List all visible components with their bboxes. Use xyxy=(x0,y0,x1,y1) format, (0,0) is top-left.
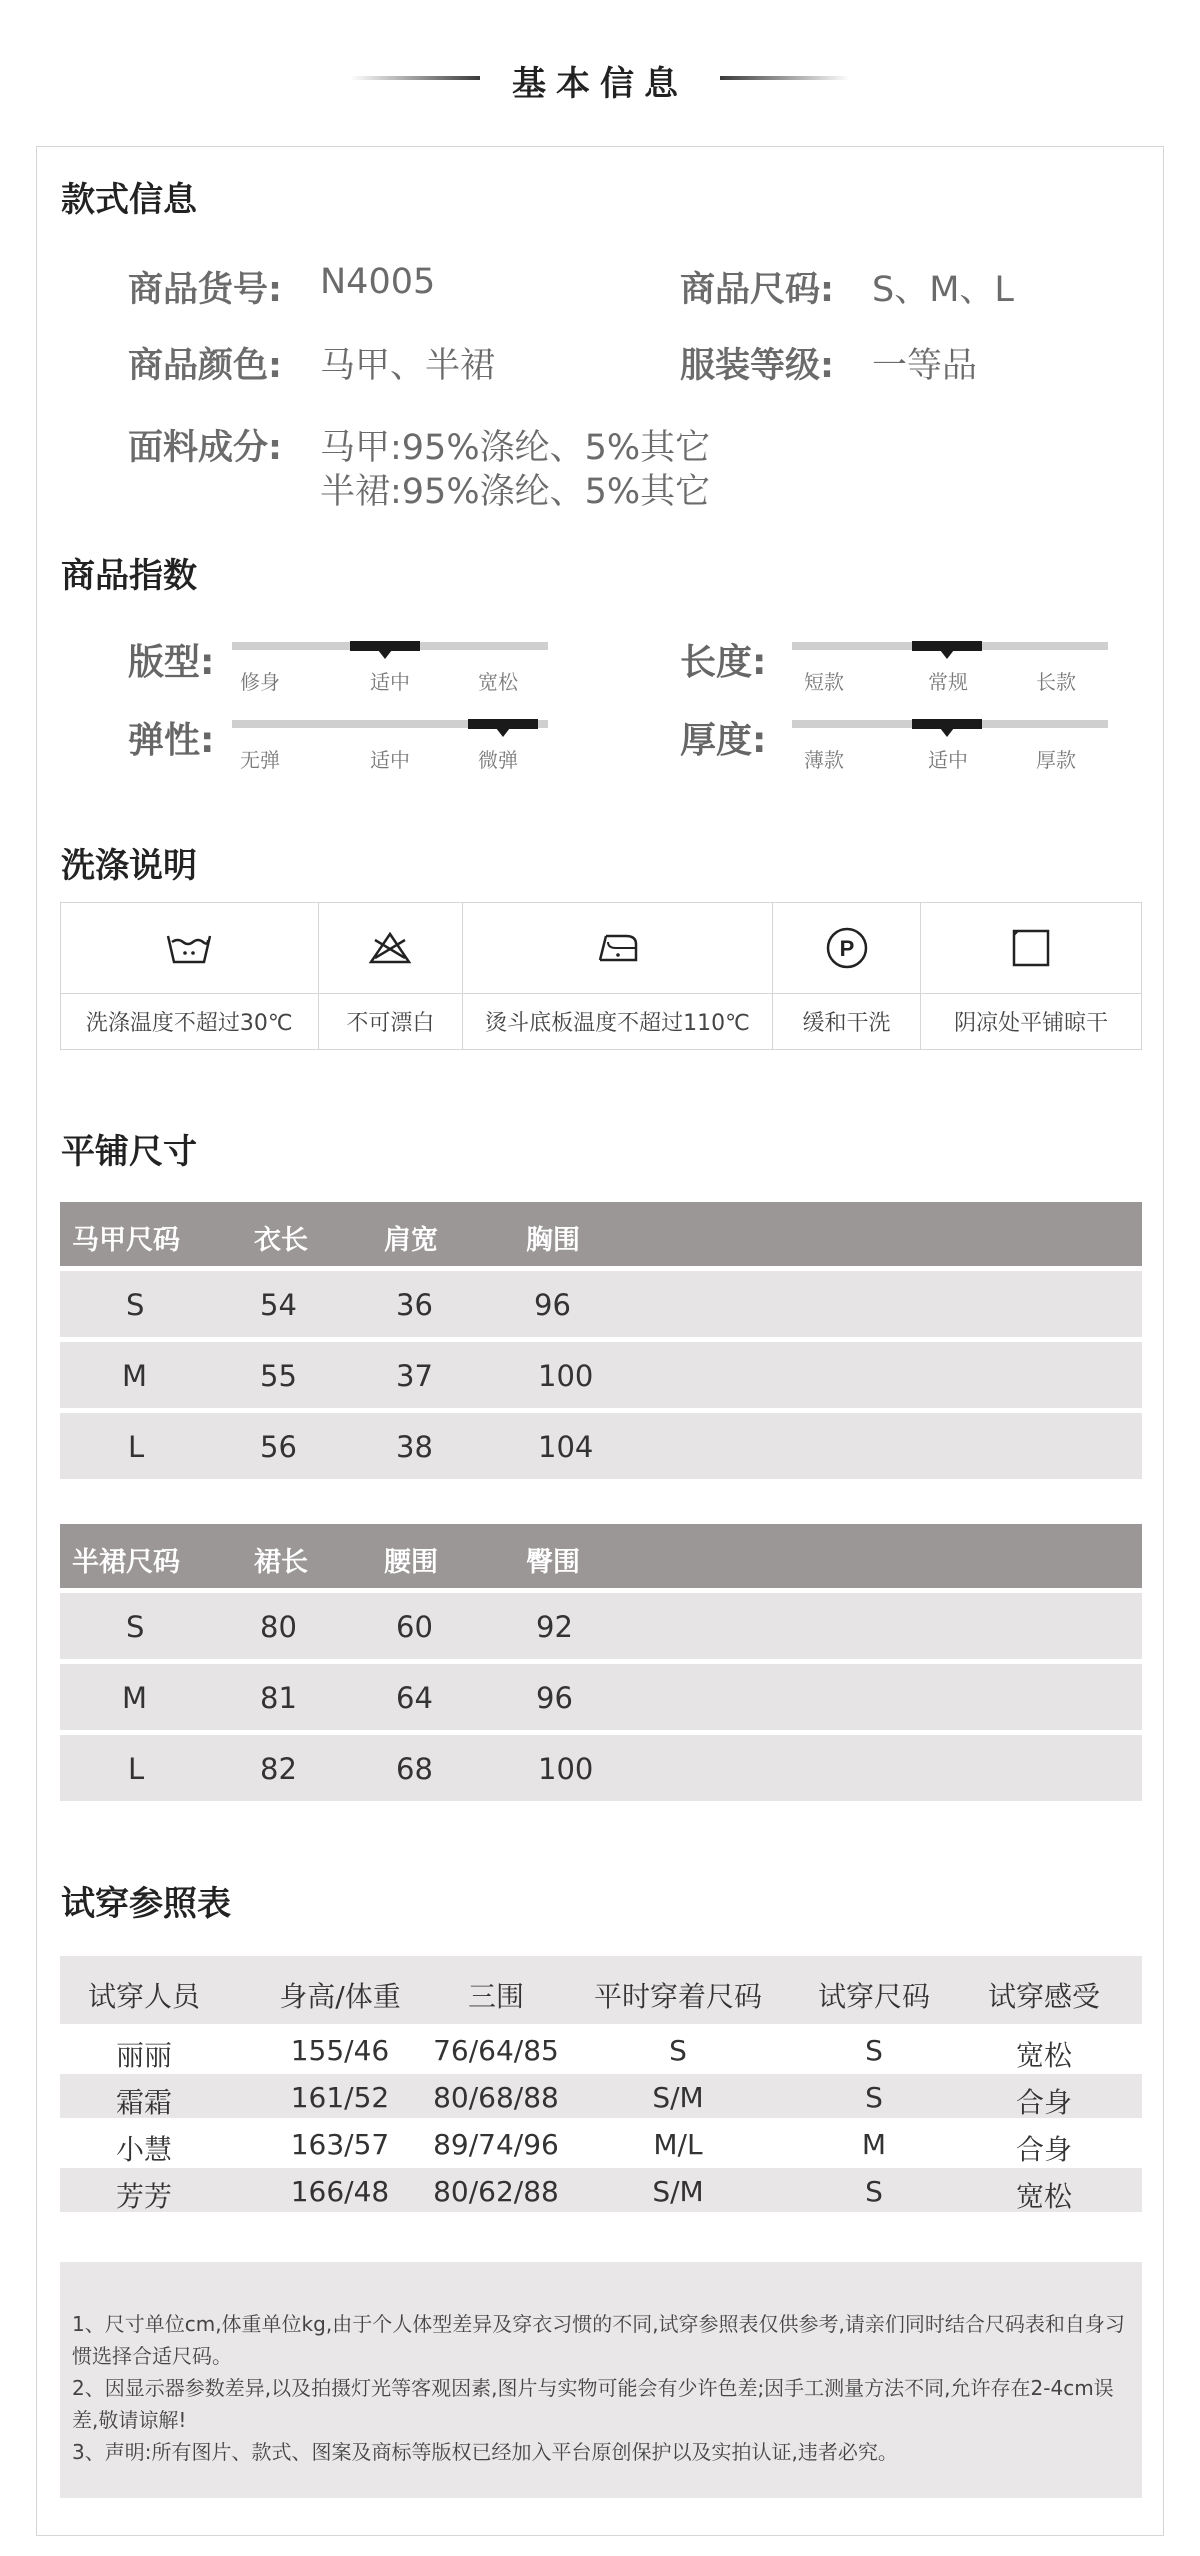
elastic-tick: 微弹 xyxy=(478,748,518,772)
wash-item xyxy=(921,903,1141,1049)
elastic-slider xyxy=(232,720,548,772)
elastic-label: 弹性: xyxy=(128,720,215,761)
column-header: 平时穿着尺码 xyxy=(593,1980,762,2013)
fabric-line-vest: 马甲:95%涤纶、5%其它 xyxy=(320,428,711,468)
thickness-label: 厚度: xyxy=(680,720,767,761)
table-cell: 霜霜 xyxy=(115,2086,172,2119)
skirt-size-header xyxy=(60,1524,1142,1588)
table-cell: S xyxy=(669,2034,687,2067)
table-cell: 104 xyxy=(538,1430,594,1464)
table-cell: 80/68/88 xyxy=(433,2081,559,2114)
table-cell: 81 xyxy=(260,1681,297,1715)
table-row xyxy=(60,2121,1142,2165)
no-bleach-icon xyxy=(319,903,463,993)
fabric-line-skirt: 半裙:95%涤纶、5%其它 xyxy=(320,472,711,512)
table-cell: 64 xyxy=(396,1681,433,1715)
table-row xyxy=(60,2168,1142,2212)
table-cell: S xyxy=(126,1288,145,1322)
length-slider xyxy=(792,642,1108,694)
table-cell: S/M xyxy=(652,2081,704,2114)
table-cell: 37 xyxy=(396,1359,433,1393)
wash-item xyxy=(463,903,772,1049)
column-header: 腰围 xyxy=(384,1547,438,1578)
table-cell: 丽丽 xyxy=(115,2039,172,2072)
size-value: S、M、L xyxy=(872,270,1014,310)
thickness-tick: 适中 xyxy=(928,748,968,772)
table-cell: S/M xyxy=(652,2175,704,2208)
fit-slider xyxy=(232,642,548,694)
table-row xyxy=(60,1593,1142,1659)
table-cell: 54 xyxy=(260,1288,297,1322)
wash-item-text: 阴凉处平铺晾干 xyxy=(921,993,1141,1049)
note-line: 1、尺寸单位cm,体重单位kg,由于个人体型差异及穿衣习惯的不同,试穿参照表仅供参考,请亲们同时结合尺码表和自身习惯选择合适尺码。 xyxy=(72,2312,1125,2368)
item-no-label: 商品货号: xyxy=(128,270,282,310)
table-cell: 96 xyxy=(534,1288,571,1322)
tryon-header xyxy=(60,1956,1142,2024)
notes-box xyxy=(60,2262,1142,2498)
table-cell: 166/48 xyxy=(290,2175,390,2208)
table-cell: M xyxy=(861,2128,887,2161)
table-cell: 100 xyxy=(538,1359,594,1393)
table-cell: 80 xyxy=(260,1610,297,1644)
wash-item-text: 不可漂白 xyxy=(319,993,463,1049)
fit-tick: 修身 xyxy=(240,670,280,694)
thickness-tick: 厚款 xyxy=(1036,748,1076,772)
table-cell: S xyxy=(865,2175,883,2208)
column-header: 半裙尺码 xyxy=(72,1547,180,1578)
item-no-value: N4005 xyxy=(320,262,436,302)
table-cell: 163/57 xyxy=(290,2128,390,2161)
color-label: 商品颜色: xyxy=(128,346,282,386)
table-cell: 55 xyxy=(260,1359,297,1393)
table-row xyxy=(60,1664,1142,1730)
note-line: 2、因显示器参数差异,以及拍摄灯光等客观因素,图片与实物可能会有少许色差;因手工测量方法不同,允许存在2-4cm误差,敬请谅解! xyxy=(72,2376,1114,2432)
note-line: 3、声明:所有图片、款式、图案及商标等版权已经加入平台原创保护以及实拍认证,违者必究。 xyxy=(72,2440,898,2464)
table-cell: 96 xyxy=(536,1681,573,1715)
iron-icon xyxy=(463,903,771,993)
table-cell: 76/64/85 xyxy=(433,2034,559,2067)
wash-item xyxy=(773,903,922,1049)
column-header: 衣长 xyxy=(254,1225,308,1256)
table-cell: L xyxy=(128,1430,145,1464)
color-value: 马甲、半裙 xyxy=(320,346,496,386)
length-label: 长度: xyxy=(680,642,767,683)
table-cell: M/L xyxy=(653,2128,703,2161)
length-slider-pointer xyxy=(940,650,954,659)
fabric-label: 面料成分: xyxy=(128,428,282,468)
table-cell: 89/74/96 xyxy=(433,2128,559,2161)
thickness-tick: 薄款 xyxy=(804,748,844,772)
wash-table xyxy=(60,902,1142,1050)
column-header: 三围 xyxy=(467,1980,524,2013)
fit-tick: 宽松 xyxy=(478,670,518,694)
table-cell: 芳芳 xyxy=(115,2180,172,2213)
page-title: 基本信息 xyxy=(512,64,688,104)
dry-clean-p-icon xyxy=(773,903,921,993)
table-cell: M xyxy=(122,1681,148,1715)
wash-item xyxy=(319,903,464,1049)
grade-value: 一等品 xyxy=(872,346,978,386)
column-header: 试穿尺码 xyxy=(817,1980,930,2013)
tryon-title: 试穿参照表 xyxy=(61,1884,231,1924)
tryon-table xyxy=(60,1956,1142,2212)
column-header: 身高/体重 xyxy=(279,1980,401,2013)
table-row xyxy=(60,1413,1142,1479)
style-info-title: 款式信息 xyxy=(61,180,197,220)
table-cell: 155/46 xyxy=(290,2034,390,2067)
column-header: 肩宽 xyxy=(384,1225,438,1256)
elastic-tick: 无弹 xyxy=(240,748,280,772)
header-divider-right xyxy=(720,76,850,80)
fit-slider-pointer xyxy=(378,650,392,659)
table-cell: 161/52 xyxy=(290,2081,390,2114)
vest-size-header xyxy=(60,1202,1142,1266)
wash-item xyxy=(61,903,319,1049)
table-cell: 合身 xyxy=(1015,2086,1072,2119)
table-cell: 82 xyxy=(260,1752,297,1786)
grade-label: 服装等级: xyxy=(680,346,834,386)
table-cell: 合身 xyxy=(1015,2133,1072,2166)
table-row xyxy=(60,2027,1142,2071)
table-cell: 小慧 xyxy=(115,2133,172,2166)
elastic-slider-pointer xyxy=(496,728,510,737)
table-cell: S xyxy=(126,1610,145,1644)
wash-item-text: 洗涤温度不超过30℃ xyxy=(61,993,318,1049)
table-cell: 92 xyxy=(536,1610,573,1644)
table-cell: 80/62/88 xyxy=(433,2175,559,2208)
index-title: 商品指数 xyxy=(61,556,197,596)
dry-flat-shade-icon xyxy=(921,903,1141,993)
table-cell: 宽松 xyxy=(1015,2180,1072,2213)
thickness-slider xyxy=(792,720,1108,772)
skirt-size-table xyxy=(60,1524,1142,1801)
size-label: 商品尺码: xyxy=(680,270,834,310)
table-cell: S xyxy=(865,2034,883,2067)
column-header: 试穿感受 xyxy=(987,1980,1100,2013)
vest-size-table xyxy=(60,1202,1142,1479)
table-cell: 56 xyxy=(260,1430,297,1464)
column-header: 裙长 xyxy=(254,1547,308,1578)
table-cell: 宽松 xyxy=(1015,2039,1072,2072)
column-header: 胸围 xyxy=(526,1225,580,1256)
fit-tick: 适中 xyxy=(370,670,410,694)
column-header: 臀围 xyxy=(526,1547,580,1578)
table-cell: 68 xyxy=(396,1752,433,1786)
table-cell: M xyxy=(122,1359,148,1393)
table-cell: 60 xyxy=(396,1610,433,1644)
thickness-slider-pointer xyxy=(940,728,954,737)
elastic-tick: 适中 xyxy=(370,748,410,772)
wash-tub-icon xyxy=(61,903,318,993)
length-tick: 常规 xyxy=(928,670,968,694)
table-cell: S xyxy=(865,2081,883,2114)
table-row xyxy=(60,1342,1142,1408)
length-tick: 长款 xyxy=(1036,670,1076,694)
column-header: 马甲尺码 xyxy=(72,1225,180,1256)
fit-label: 版型: xyxy=(128,642,215,683)
wash-item-text: 缓和干洗 xyxy=(773,993,921,1049)
svg-text:P: P xyxy=(839,936,854,961)
table-cell: 36 xyxy=(396,1288,433,1322)
wash-title: 洗涤说明 xyxy=(61,846,197,886)
table-cell: 38 xyxy=(396,1430,433,1464)
page-header xyxy=(0,48,1200,108)
column-header: 试穿人员 xyxy=(87,1980,200,2013)
length-tick: 短款 xyxy=(804,670,844,694)
wash-item-text: 烫斗底板温度不超过110℃ xyxy=(463,993,771,1049)
table-row xyxy=(60,1271,1142,1337)
flat-size-title: 平铺尺寸 xyxy=(61,1132,197,1172)
header-divider-left xyxy=(350,76,480,80)
table-row xyxy=(60,2074,1142,2118)
table-cell: L xyxy=(128,1752,145,1786)
table-row xyxy=(60,1735,1142,1801)
table-cell: 100 xyxy=(538,1752,594,1786)
